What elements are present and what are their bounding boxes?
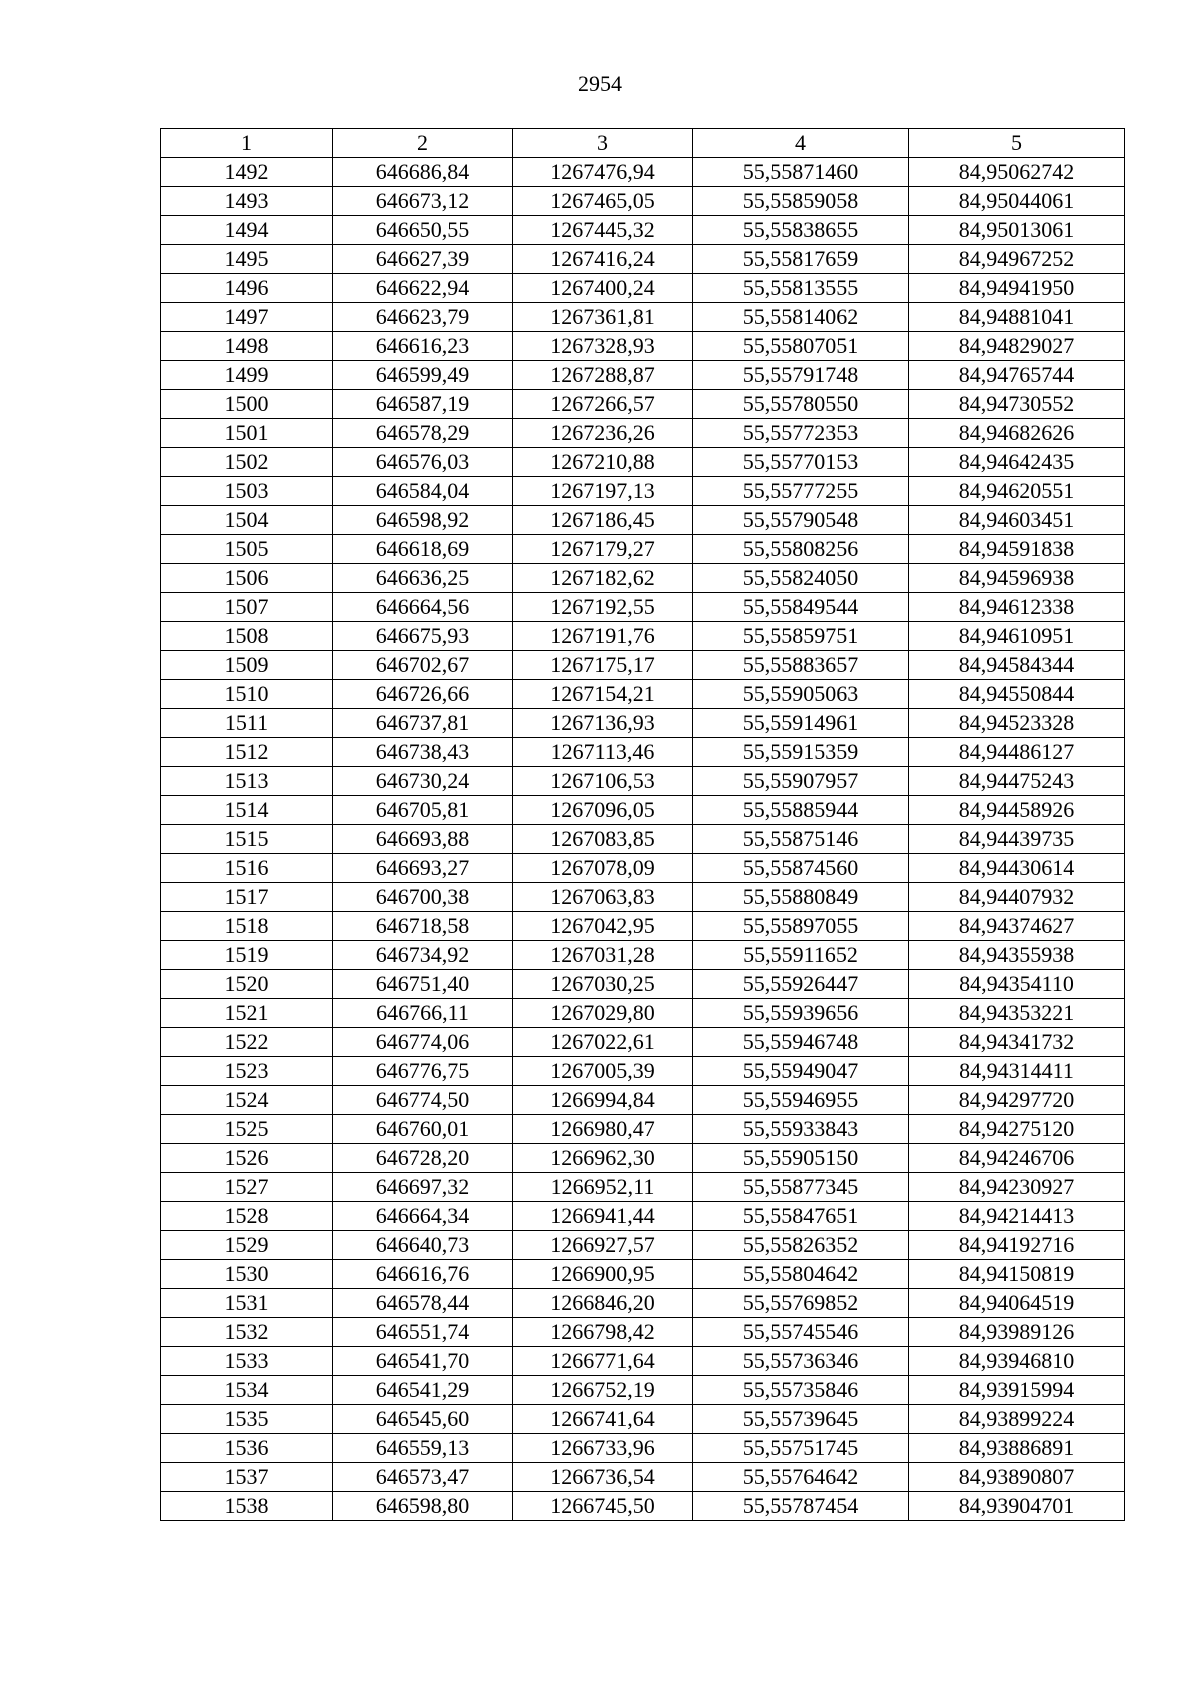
table-cell-col-2: 646774,06 [333,1028,513,1057]
table-cell-col-3: 1267022,61 [513,1028,693,1057]
table-row [161,796,1125,825]
table-cell-col-2: 646541,70 [333,1347,513,1376]
table-row [161,187,1125,216]
table-row [161,970,1125,999]
table-row [161,738,1125,767]
table-cell-col-1: 1520 [161,970,333,999]
table-row [161,680,1125,709]
table-cell-col-1: 1519 [161,941,333,970]
column-header-4: 4 [693,129,909,158]
table-cell-col-3: 1267078,09 [513,854,693,883]
table-header-row [161,129,1125,158]
table-row [161,767,1125,796]
table-row [161,448,1125,477]
table-row [161,477,1125,506]
table-cell-col-3: 1267445,32 [513,216,693,245]
table-cell-col-4: 55,55745546 [693,1318,909,1347]
table-cell-col-4: 55,55787454 [693,1492,909,1521]
table-cell-col-1: 1507 [161,593,333,622]
table-cell-col-5: 84,94354110 [909,970,1125,999]
table-cell-col-5: 84,93904701 [909,1492,1125,1521]
table-cell-col-2: 646551,74 [333,1318,513,1347]
table-cell-col-2: 646578,44 [333,1289,513,1318]
table-cell-col-5: 84,94297720 [909,1086,1125,1115]
table-cell-col-2: 646622,94 [333,274,513,303]
table-cell-col-3: 1267113,46 [513,738,693,767]
table-cell-col-5: 84,94829027 [909,332,1125,361]
table-cell-col-1: 1494 [161,216,333,245]
table-cell-col-2: 646760,01 [333,1115,513,1144]
table-cell-col-4: 55,55814062 [693,303,909,332]
table-cell-col-4: 55,55817659 [693,245,909,274]
table-cell-col-3: 1267328,93 [513,332,693,361]
table-cell-col-3: 1267063,83 [513,883,693,912]
table-cell-col-2: 646545,60 [333,1405,513,1434]
page-number: 2954 [578,71,622,96]
table-cell-col-5: 84,93915994 [909,1376,1125,1405]
table-cell-col-1: 1515 [161,825,333,854]
table-cell-col-5: 84,94214413 [909,1202,1125,1231]
table-row [161,1434,1125,1463]
table-cell-col-3: 1267042,95 [513,912,693,941]
table-cell-col-3: 1267031,28 [513,941,693,970]
table-cell-col-1: 1495 [161,245,333,274]
table-cell-col-1: 1513 [161,767,333,796]
table-cell-col-5: 84,94486127 [909,738,1125,767]
table-row [161,506,1125,535]
table-row [161,1289,1125,1318]
table-cell-col-3: 1267175,17 [513,651,693,680]
table-cell-col-4: 55,55871460 [693,158,909,187]
table-row [161,1202,1125,1231]
table-cell-col-1: 1498 [161,332,333,361]
table-cell-col-5: 84,94941950 [909,274,1125,303]
table-cell-col-3: 1267005,39 [513,1057,693,1086]
table-cell-col-5: 84,94439735 [909,825,1125,854]
table-row [161,1173,1125,1202]
table-cell-col-2: 646598,80 [333,1492,513,1521]
table-cell-col-5: 84,94341732 [909,1028,1125,1057]
table-cell-col-3: 1266771,64 [513,1347,693,1376]
table-cell-col-1: 1514 [161,796,333,825]
table-cell-col-2: 646664,34 [333,1202,513,1231]
table-cell-col-2: 646573,47 [333,1463,513,1492]
table-cell-col-3: 1267106,53 [513,767,693,796]
table-cell-col-3: 1267197,13 [513,477,693,506]
table-cell-col-3: 1267186,45 [513,506,693,535]
table-cell-col-1: 1508 [161,622,333,651]
table-cell-col-1: 1538 [161,1492,333,1521]
table-cell-col-3: 1267192,55 [513,593,693,622]
table-cell-col-2: 646734,92 [333,941,513,970]
table-cell-col-2: 646599,49 [333,361,513,390]
table-cell-col-4: 55,55813555 [693,274,909,303]
table-cell-col-2: 646766,11 [333,999,513,1028]
table-cell-col-3: 1266798,42 [513,1318,693,1347]
table-cell-col-4: 55,55790548 [693,506,909,535]
table-cell-col-2: 646751,40 [333,970,513,999]
table-row [161,419,1125,448]
table-cell-col-5: 84,94314411 [909,1057,1125,1086]
table-row [161,1463,1125,1492]
column-header-5: 5 [909,129,1125,158]
table-cell-col-1: 1506 [161,564,333,593]
table-row [161,622,1125,651]
table-cell-col-5: 84,94407932 [909,883,1125,912]
table-row [161,883,1125,912]
table-cell-col-1: 1499 [161,361,333,390]
table-cell-col-4: 55,55769852 [693,1289,909,1318]
table-cell-col-4: 55,55807051 [693,332,909,361]
table-cell-col-2: 646718,58 [333,912,513,941]
table-cell-col-4: 55,55859058 [693,187,909,216]
table-cell-col-3: 1267136,93 [513,709,693,738]
table-row [161,825,1125,854]
table-cell-col-2: 646623,79 [333,303,513,332]
table-cell-col-2: 646738,43 [333,738,513,767]
table-cell-col-1: 1521 [161,999,333,1028]
table-cell-col-4: 55,55751745 [693,1434,909,1463]
table-cell-col-4: 55,55736346 [693,1347,909,1376]
table-cell-col-1: 1531 [161,1289,333,1318]
table-cell-col-5: 84,94192716 [909,1231,1125,1260]
table-cell-col-4: 55,55914961 [693,709,909,738]
table-cell-col-5: 84,93886891 [909,1434,1125,1463]
table-cell-col-5: 84,94881041 [909,303,1125,332]
table-cell-col-3: 1266900,95 [513,1260,693,1289]
table-cell-col-3: 1267191,76 [513,622,693,651]
table-cell-col-3: 1266733,96 [513,1434,693,1463]
table-cell-col-1: 1532 [161,1318,333,1347]
table-cell-col-1: 1535 [161,1405,333,1434]
table-cell-col-4: 55,55808256 [693,535,909,564]
table-cell-col-3: 1267416,24 [513,245,693,274]
table-cell-col-1: 1500 [161,390,333,419]
table-cell-col-1: 1505 [161,535,333,564]
table-cell-col-4: 55,55897055 [693,912,909,941]
table-cell-col-1: 1518 [161,912,333,941]
table-cell-col-2: 646616,76 [333,1260,513,1289]
table-cell-col-3: 1266952,11 [513,1173,693,1202]
table-cell-col-5: 84,94730552 [909,390,1125,419]
table-cell-col-1: 1504 [161,506,333,535]
table-cell-col-1: 1533 [161,1347,333,1376]
table-cell-col-1: 1509 [161,651,333,680]
table-cell-col-5: 84,95044061 [909,187,1125,216]
table-cell-col-1: 1530 [161,1260,333,1289]
table-cell-col-3: 1267288,87 [513,361,693,390]
table-cell-col-5: 84,94246706 [909,1144,1125,1173]
table-cell-col-5: 84,94275120 [909,1115,1125,1144]
table-cell-col-5: 84,94430614 [909,854,1125,883]
table-cell-col-5: 84,94584344 [909,651,1125,680]
table-row [161,390,1125,419]
table-cell-col-5: 84,94475243 [909,767,1125,796]
table-cell-col-2: 646650,55 [333,216,513,245]
table-cell-col-5: 84,94596938 [909,564,1125,593]
table-cell-col-5: 84,94612338 [909,593,1125,622]
table-cell-col-5: 84,94374627 [909,912,1125,941]
table-cell-col-3: 1266745,50 [513,1492,693,1521]
table-cell-col-5: 84,94610951 [909,622,1125,651]
table-cell-col-4: 55,55772353 [693,419,909,448]
table-cell-col-4: 55,55777255 [693,477,909,506]
table-row [161,1318,1125,1347]
table-cell-col-1: 1529 [161,1231,333,1260]
table-cell-col-5: 84,94967252 [909,245,1125,274]
table-cell-col-3: 1267476,94 [513,158,693,187]
table-cell-col-1: 1522 [161,1028,333,1057]
table-cell-col-2: 646697,32 [333,1173,513,1202]
table-row [161,1144,1125,1173]
table-cell-col-1: 1525 [161,1115,333,1144]
table-cell-col-4: 55,55926447 [693,970,909,999]
table-cell-col-3: 1267030,25 [513,970,693,999]
table-cell-col-3: 1267361,81 [513,303,693,332]
table-cell-col-3: 1266927,57 [513,1231,693,1260]
table-row [161,1405,1125,1434]
table-cell-col-3: 1267083,85 [513,825,693,854]
table-cell-col-3: 1266736,54 [513,1463,693,1492]
table-cell-col-5: 84,94603451 [909,506,1125,535]
table-cell-col-3: 1267465,05 [513,187,693,216]
table-cell-col-5: 84,94230927 [909,1173,1125,1202]
table-row [161,709,1125,738]
table-row [161,1376,1125,1405]
table-cell-col-2: 646584,04 [333,477,513,506]
table-cell-col-2: 646728,20 [333,1144,513,1173]
table-cell-col-1: 1503 [161,477,333,506]
column-header-1: 1 [161,129,333,158]
table-cell-col-4: 55,55875146 [693,825,909,854]
table-cell-col-5: 84,95062742 [909,158,1125,187]
table-cell-col-1: 1492 [161,158,333,187]
table-cell-col-4: 55,55804642 [693,1260,909,1289]
table-row [161,1057,1125,1086]
table-cell-col-4: 55,55933843 [693,1115,909,1144]
table-cell-col-2: 646576,03 [333,448,513,477]
table-cell-col-4: 55,55946955 [693,1086,909,1115]
table-cell-col-5: 84,93890807 [909,1463,1125,1492]
table-cell-col-5: 84,94523328 [909,709,1125,738]
table-cell-col-5: 84,94064519 [909,1289,1125,1318]
table-cell-col-3: 1267182,62 [513,564,693,593]
table-row [161,274,1125,303]
table-cell-col-1: 1512 [161,738,333,767]
table-cell-col-5: 84,94591838 [909,535,1125,564]
table-cell-col-4: 55,55883657 [693,651,909,680]
table-cell-col-2: 646700,38 [333,883,513,912]
table-cell-col-4: 55,55739645 [693,1405,909,1434]
column-header-3: 3 [513,129,693,158]
table-row [161,912,1125,941]
table-cell-col-5: 84,94620551 [909,477,1125,506]
table-row [161,361,1125,390]
table-row [161,245,1125,274]
table-cell-col-3: 1267096,05 [513,796,693,825]
table-cell-col-1: 1517 [161,883,333,912]
table-cell-col-2: 646598,92 [333,506,513,535]
table-cell-col-4: 55,55847651 [693,1202,909,1231]
table-cell-col-1: 1524 [161,1086,333,1115]
table-cell-col-5: 84,94550844 [909,680,1125,709]
table-cell-col-2: 646640,73 [333,1231,513,1260]
table-row [161,1115,1125,1144]
table-cell-col-2: 646730,24 [333,767,513,796]
table-cell-col-2: 646541,29 [333,1376,513,1405]
table-cell-col-4: 55,55849544 [693,593,909,622]
table-cell-col-2: 646578,29 [333,419,513,448]
table-cell-col-5: 84,94765744 [909,361,1125,390]
table-cell-col-4: 55,55735846 [693,1376,909,1405]
table-cell-col-2: 646587,19 [333,390,513,419]
table-cell-col-3: 1267400,24 [513,274,693,303]
table-cell-col-3: 1266752,19 [513,1376,693,1405]
table-cell-col-4: 55,55877345 [693,1173,909,1202]
table-cell-col-4: 55,55764642 [693,1463,909,1492]
coordinates-table [160,128,1125,1521]
table-cell-col-2: 646636,25 [333,564,513,593]
table-cell-col-1: 1510 [161,680,333,709]
table-cell-col-5: 84,93989126 [909,1318,1125,1347]
table-cell-col-1: 1493 [161,187,333,216]
table-cell-col-3: 1266741,64 [513,1405,693,1434]
table-row [161,1028,1125,1057]
table-cell-col-4: 55,55780550 [693,390,909,419]
table-cell-col-4: 55,55915359 [693,738,909,767]
table-row [161,1231,1125,1260]
table-cell-col-1: 1496 [161,274,333,303]
table-cell-col-5: 84,95013061 [909,216,1125,245]
table-cell-col-4: 55,55907957 [693,767,909,796]
table-cell-col-2: 646686,84 [333,158,513,187]
table-cell-col-1: 1501 [161,419,333,448]
table-row [161,564,1125,593]
table-row [161,651,1125,680]
table-cell-col-2: 646673,12 [333,187,513,216]
table-cell-col-4: 55,55905063 [693,680,909,709]
table-row [161,593,1125,622]
table-cell-col-2: 646737,81 [333,709,513,738]
table-cell-col-2: 646693,27 [333,854,513,883]
table-cell-col-3: 1266980,47 [513,1115,693,1144]
table-row [161,1260,1125,1289]
table-cell-col-2: 646618,69 [333,535,513,564]
table-cell-col-4: 55,55911652 [693,941,909,970]
table-cell-col-2: 646726,66 [333,680,513,709]
table-row [161,854,1125,883]
table-cell-col-3: 1266994,84 [513,1086,693,1115]
table-cell-col-1: 1511 [161,709,333,738]
column-header-2: 2 [333,129,513,158]
table-cell-col-5: 84,94150819 [909,1260,1125,1289]
table-cell-col-2: 646627,39 [333,245,513,274]
table-cell-col-2: 646774,50 [333,1086,513,1115]
table-cell-col-4: 55,55880849 [693,883,909,912]
table-cell-col-2: 646693,88 [333,825,513,854]
table-cell-col-4: 55,55791748 [693,361,909,390]
table-cell-col-1: 1497 [161,303,333,332]
table-row [161,1347,1125,1376]
table-cell-col-5: 84,94355938 [909,941,1125,970]
table-row [161,303,1125,332]
table-cell-col-3: 1267179,27 [513,535,693,564]
table-cell-col-1: 1502 [161,448,333,477]
table-cell-col-2: 646616,23 [333,332,513,361]
table-cell-col-4: 55,55826352 [693,1231,909,1260]
table-cell-col-4: 55,55946748 [693,1028,909,1057]
table-cell-col-4: 55,55885944 [693,796,909,825]
table-cell-col-3: 1267266,57 [513,390,693,419]
table-cell-col-5: 84,94458926 [909,796,1125,825]
table-cell-col-4: 55,55874560 [693,854,909,883]
table-cell-col-3: 1267154,21 [513,680,693,709]
table-cell-col-2: 646559,13 [333,1434,513,1463]
table-cell-col-1: 1526 [161,1144,333,1173]
table-row [161,941,1125,970]
table-row [161,332,1125,361]
table-cell-col-5: 84,93899224 [909,1405,1125,1434]
table-cell-col-5: 84,94682626 [909,419,1125,448]
table-row [161,216,1125,245]
table-cell-col-3: 1266962,30 [513,1144,693,1173]
table-cell-col-2: 646675,93 [333,622,513,651]
table-cell-col-2: 646702,67 [333,651,513,680]
table-cell-col-1: 1536 [161,1434,333,1463]
table-cell-col-2: 646776,75 [333,1057,513,1086]
table-cell-col-4: 55,55824050 [693,564,909,593]
table-cell-col-3: 1267236,26 [513,419,693,448]
table-row [161,1086,1125,1115]
table-cell-col-1: 1534 [161,1376,333,1405]
table-cell-col-1: 1528 [161,1202,333,1231]
table-row [161,158,1125,187]
table-cell-col-4: 55,55939656 [693,999,909,1028]
table-cell-col-3: 1266941,44 [513,1202,693,1231]
table-cell-col-5: 84,94353221 [909,999,1125,1028]
table-cell-col-1: 1537 [161,1463,333,1492]
table-cell-col-4: 55,55859751 [693,622,909,651]
table-cell-col-1: 1523 [161,1057,333,1086]
table-cell-col-4: 55,55770153 [693,448,909,477]
table-row [161,1492,1125,1521]
table-cell-col-3: 1267210,88 [513,448,693,477]
table-body [161,129,1125,1521]
table-cell-col-2: 646664,56 [333,593,513,622]
table-cell-col-3: 1266846,20 [513,1289,693,1318]
table-cell-col-2: 646705,81 [333,796,513,825]
table-cell-col-4: 55,55838655 [693,216,909,245]
table-row [161,999,1125,1028]
table-cell-col-1: 1527 [161,1173,333,1202]
table-cell-col-5: 84,94642435 [909,448,1125,477]
table-cell-col-4: 55,55905150 [693,1144,909,1173]
table-cell-col-1: 1516 [161,854,333,883]
table-cell-col-3: 1267029,80 [513,999,693,1028]
table-cell-col-5: 84,93946810 [909,1347,1125,1376]
table-cell-col-4: 55,55949047 [693,1057,909,1086]
table-row [161,535,1125,564]
